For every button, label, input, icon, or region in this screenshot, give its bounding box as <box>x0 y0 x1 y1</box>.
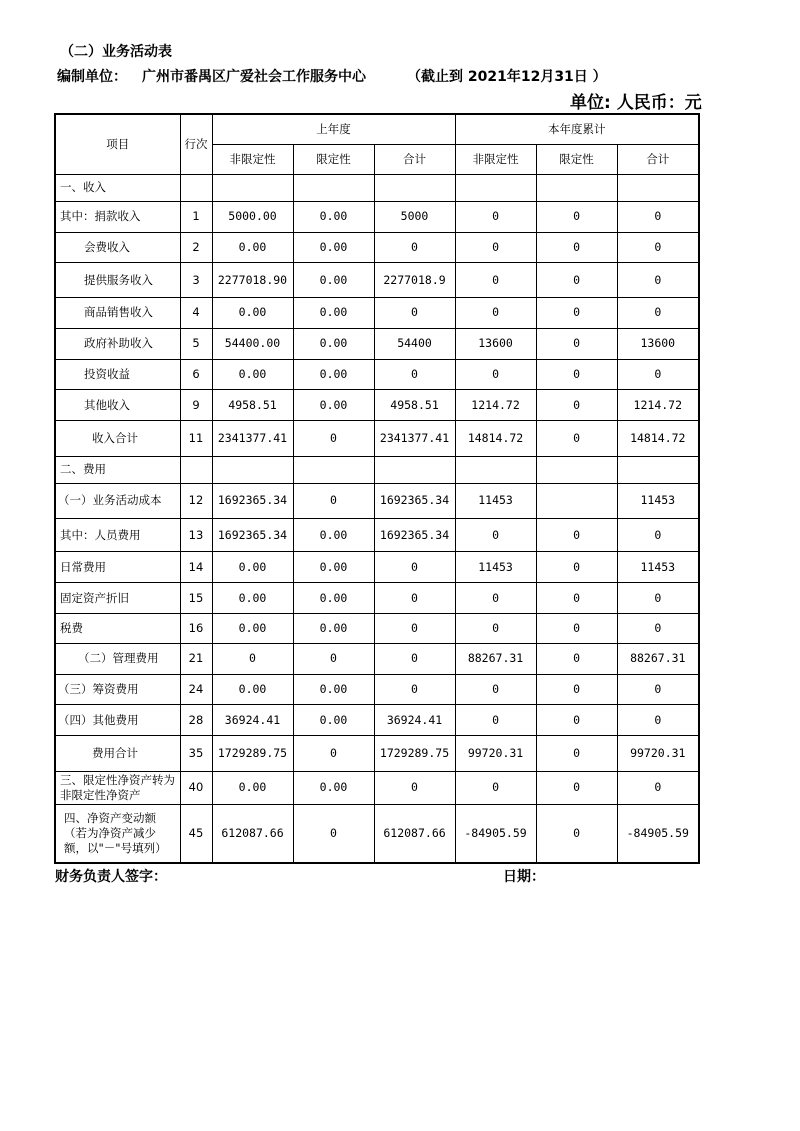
table-row <box>55 201 699 232</box>
row-value-cell: 0.00 <box>293 613 374 643</box>
row-item-label: 四、净资产变动额（若为净资产减少额，以"－"号填列） <box>55 804 180 863</box>
sub-header: 合计 <box>617 144 699 174</box>
row-value-cell: -84905.59 <box>455 804 536 863</box>
row-value-cell: 0 <box>536 263 617 298</box>
row-value-cell: 4958.51 <box>374 390 455 421</box>
row-value-cell: 11453 <box>617 483 699 518</box>
table-row <box>55 736 699 771</box>
period-end: （截止到 2021年12月31日 ） <box>407 69 607 85</box>
table-row <box>55 174 699 201</box>
row-value-cell: 0 <box>536 583 617 613</box>
row-line-number: 11 <box>180 421 212 456</box>
row-item-label: 收入合计 <box>55 421 180 456</box>
row-value-cell: 2277018.90 <box>212 263 293 298</box>
row-value-cell: 612087.66 <box>374 804 455 863</box>
table-row <box>55 232 699 262</box>
row-line-number: 5 <box>180 328 212 359</box>
row-value-cell: 0.00 <box>212 771 293 804</box>
row-value-cell <box>212 456 293 483</box>
row-value-cell: 0 <box>455 583 536 613</box>
row-value-cell: 0 <box>617 298 699 328</box>
row-value-cell: 0 <box>536 613 617 643</box>
row-value-cell: 14814.72 <box>455 421 536 456</box>
row-item-label: 一、收入 <box>55 174 180 201</box>
row-value-cell: 0 <box>536 804 617 863</box>
row-value-cell: 0 <box>617 771 699 804</box>
row-line-number: 13 <box>180 518 212 551</box>
row-value-cell: 0 <box>374 771 455 804</box>
table-row <box>55 390 699 421</box>
unit-label: 编制单位： <box>57 69 127 85</box>
row-value-cell <box>455 456 536 483</box>
row-value-cell: 0.00 <box>293 298 374 328</box>
row-value-cell: 2341377.41 <box>374 421 455 456</box>
row-value-cell: 0 <box>617 201 699 232</box>
col-header-current-year: 本年度累计 <box>455 114 699 144</box>
row-value-cell: 1729289.75 <box>212 736 293 771</box>
row-value-cell: 11453 <box>617 552 699 583</box>
row-value-cell: 0 <box>293 804 374 863</box>
row-line-number: 24 <box>180 675 212 705</box>
row-value-cell: 0.00 <box>212 552 293 583</box>
row-value-cell: 0 <box>374 552 455 583</box>
row-value-cell: 0 <box>536 552 617 583</box>
col-header-item: 项目 <box>55 114 180 174</box>
row-line-number: 6 <box>180 359 212 389</box>
row-line-number <box>180 456 212 483</box>
table-row <box>55 483 699 518</box>
row-value-cell: 1692365.34 <box>212 518 293 551</box>
row-value-cell: 0.00 <box>293 359 374 389</box>
row-item-label: 会费收入 <box>55 232 180 262</box>
row-value-cell: 1214.72 <box>455 390 536 421</box>
col-header-line: 行次 <box>180 114 212 174</box>
page-title: （二）业务活动表 <box>60 44 172 60</box>
row-value-cell: 0 <box>455 298 536 328</box>
row-value-cell: 0 <box>617 675 699 705</box>
row-value-cell: 0 <box>536 328 617 359</box>
row-value-cell <box>293 456 374 483</box>
row-value-cell: 2277018.9 <box>374 263 455 298</box>
row-value-cell: 0 <box>536 232 617 262</box>
row-value-cell: 0 <box>617 613 699 643</box>
row-value-cell: 0 <box>617 263 699 298</box>
row-value-cell: 0 <box>293 736 374 771</box>
row-value-cell: 0 <box>536 298 617 328</box>
row-value-cell: 36924.41 <box>374 705 455 736</box>
row-item-label: 商品销售收入 <box>55 298 180 328</box>
row-line-number: 1 <box>180 201 212 232</box>
sub-header: 非限定性 <box>212 144 293 174</box>
row-value-cell: 1692365.34 <box>374 518 455 551</box>
row-value-cell: 11453 <box>455 483 536 518</box>
row-value-cell <box>374 456 455 483</box>
row-value-cell: 0 <box>536 771 617 804</box>
row-value-cell: 0 <box>293 421 374 456</box>
row-value-cell: 0 <box>536 643 617 674</box>
row-value-cell: 0 <box>536 421 617 456</box>
table-row <box>55 328 699 359</box>
row-value-cell: 0 <box>455 613 536 643</box>
row-item-label: 政府补助收入 <box>55 328 180 359</box>
row-value-cell: 88267.31 <box>455 643 536 674</box>
row-value-cell: 0 <box>536 705 617 736</box>
row-value-cell: 13600 <box>617 328 699 359</box>
row-value-cell: 0 <box>536 359 617 389</box>
row-value-cell: 0 <box>536 518 617 551</box>
row-value-cell: 0 <box>212 643 293 674</box>
row-item-label: 固定资产折旧 <box>55 583 180 613</box>
row-item-label: 其他收入 <box>55 390 180 421</box>
row-value-cell: 0.00 <box>293 390 374 421</box>
col-header-prev-year: 上年度 <box>212 114 455 144</box>
row-item-label: 费用合计 <box>55 736 180 771</box>
row-value-cell: 0 <box>374 359 455 389</box>
row-line-number: 35 <box>180 736 212 771</box>
row-line-number: 28 <box>180 705 212 736</box>
row-value-cell: 0.00 <box>212 359 293 389</box>
table-row <box>55 552 699 583</box>
sub-header: 合计 <box>374 144 455 174</box>
row-item-label: （四）其他费用 <box>55 705 180 736</box>
row-line-number <box>180 174 212 201</box>
row-value-cell: 54400.00 <box>212 328 293 359</box>
table-row <box>55 705 699 736</box>
row-value-cell: 0 <box>455 263 536 298</box>
finance-signature-label: 财务负责人签字： <box>55 869 167 885</box>
row-value-cell: 0.00 <box>293 705 374 736</box>
row-value-cell <box>455 174 536 201</box>
table-row <box>55 583 699 613</box>
row-value-cell: 0 <box>374 643 455 674</box>
row-item-label: （三）筹资费用 <box>55 675 180 705</box>
organization-name: 广州市番禺区广爱社会工作服务中心 <box>142 69 366 85</box>
row-value-cell: 0.00 <box>293 583 374 613</box>
table-row <box>55 675 699 705</box>
row-value-cell: 4958.51 <box>212 390 293 421</box>
row-value-cell: 0 <box>617 232 699 262</box>
row-value-cell: 0 <box>374 675 455 705</box>
table-row <box>55 456 699 483</box>
row-item-label: （二）管理费用 <box>55 643 180 674</box>
row-value-cell: 0 <box>617 583 699 613</box>
row-value-cell: 14814.72 <box>617 421 699 456</box>
row-value-cell: 1214.72 <box>617 390 699 421</box>
row-value-cell: 0.00 <box>212 613 293 643</box>
row-item-label: 日常费用 <box>55 552 180 583</box>
row-value-cell: 0.00 <box>293 328 374 359</box>
row-line-number: 12 <box>180 483 212 518</box>
row-item-label: 二、费用 <box>55 456 180 483</box>
row-item-label: 税费 <box>55 613 180 643</box>
row-line-number: 21 <box>180 643 212 674</box>
row-line-number: 15 <box>180 583 212 613</box>
row-value-cell: 0 <box>293 643 374 674</box>
table-row <box>55 263 699 298</box>
row-item-label: 三、限定性净资产转为非限定性净资产 <box>55 771 180 804</box>
row-value-cell: 0 <box>374 232 455 262</box>
row-value-cell: 0.00 <box>293 232 374 262</box>
date-label: 日期： <box>503 869 545 885</box>
row-line-number: 2 <box>180 232 212 262</box>
row-value-cell: 13600 <box>455 328 536 359</box>
row-value-cell: 0 <box>374 583 455 613</box>
row-value-cell: 0 <box>455 201 536 232</box>
table-row <box>55 518 699 551</box>
row-value-cell: 0 <box>455 518 536 551</box>
row-value-cell: 612087.66 <box>212 804 293 863</box>
row-line-number: 9 <box>180 390 212 421</box>
row-value-cell: 36924.41 <box>212 705 293 736</box>
row-value-cell: 1692365.34 <box>212 483 293 518</box>
row-value-cell: 0.00 <box>293 771 374 804</box>
row-value-cell: 99720.31 <box>455 736 536 771</box>
table-row <box>55 804 699 863</box>
business-activity-table <box>54 113 700 864</box>
row-value-cell: 0 <box>536 675 617 705</box>
row-value-cell: 54400 <box>374 328 455 359</box>
row-value-cell: 0 <box>617 359 699 389</box>
row-value-cell: 11453 <box>455 552 536 583</box>
row-value-cell: 0 <box>617 705 699 736</box>
row-value-cell <box>374 174 455 201</box>
row-line-number: 40 <box>180 771 212 804</box>
row-value-cell: -84905.59 <box>617 804 699 863</box>
row-value-cell <box>536 456 617 483</box>
row-value-cell: 0 <box>536 390 617 421</box>
row-value-cell <box>536 483 617 518</box>
table-row <box>55 298 699 328</box>
row-value-cell: 0 <box>455 232 536 262</box>
row-value-cell: 0.00 <box>293 518 374 551</box>
row-value-cell: 0 <box>374 613 455 643</box>
row-value-cell <box>293 174 374 201</box>
table-row <box>55 421 699 456</box>
row-value-cell <box>617 456 699 483</box>
row-value-cell: 0.00 <box>293 201 374 232</box>
row-value-cell: 0.00 <box>212 232 293 262</box>
row-value-cell: 0.00 <box>293 675 374 705</box>
row-line-number: 16 <box>180 613 212 643</box>
row-value-cell: 0 <box>455 675 536 705</box>
row-item-label: 提供服务收入 <box>55 263 180 298</box>
table-row <box>55 359 699 389</box>
row-value-cell <box>536 174 617 201</box>
row-line-number: 3 <box>180 263 212 298</box>
row-value-cell: 99720.31 <box>617 736 699 771</box>
row-value-cell: 2341377.41 <box>212 421 293 456</box>
row-value-cell: 1692365.34 <box>374 483 455 518</box>
row-value-cell: 0 <box>617 518 699 551</box>
row-item-label: 其中：捐款收入 <box>55 201 180 232</box>
sub-header: 限定性 <box>293 144 374 174</box>
table-row <box>55 771 699 804</box>
row-value-cell: 0 <box>455 359 536 389</box>
currency-unit: 单位: 人民币：元 <box>570 93 702 113</box>
row-item-label: 其中：人员费用 <box>55 518 180 551</box>
row-value-cell: 0.00 <box>293 263 374 298</box>
row-value-cell: 1729289.75 <box>374 736 455 771</box>
row-value-cell: 0.00 <box>212 675 293 705</box>
row-value-cell: 5000 <box>374 201 455 232</box>
row-value-cell: 0 <box>374 298 455 328</box>
row-value-cell: 0.00 <box>293 552 374 583</box>
row-value-cell: 0 <box>455 771 536 804</box>
row-value-cell: 0 <box>536 736 617 771</box>
row-item-label: （一）业务活动成本 <box>55 483 180 518</box>
row-value-cell: 0 <box>536 201 617 232</box>
sub-header: 非限定性 <box>455 144 536 174</box>
row-value-cell: 0 <box>293 483 374 518</box>
row-line-number: 4 <box>180 298 212 328</box>
table-body <box>55 174 699 863</box>
row-line-number: 45 <box>180 804 212 863</box>
sub-header: 限定性 <box>536 144 617 174</box>
row-line-number: 14 <box>180 552 212 583</box>
row-value-cell <box>617 174 699 201</box>
row-item-label: 投资收益 <box>55 359 180 389</box>
row-value-cell: 0 <box>455 705 536 736</box>
table-row <box>55 643 699 674</box>
row-value-cell <box>212 174 293 201</box>
table-row <box>55 613 699 643</box>
row-value-cell: 88267.31 <box>617 643 699 674</box>
row-value-cell: 5000.00 <box>212 201 293 232</box>
row-value-cell: 0.00 <box>212 583 293 613</box>
row-value-cell: 0.00 <box>212 298 293 328</box>
